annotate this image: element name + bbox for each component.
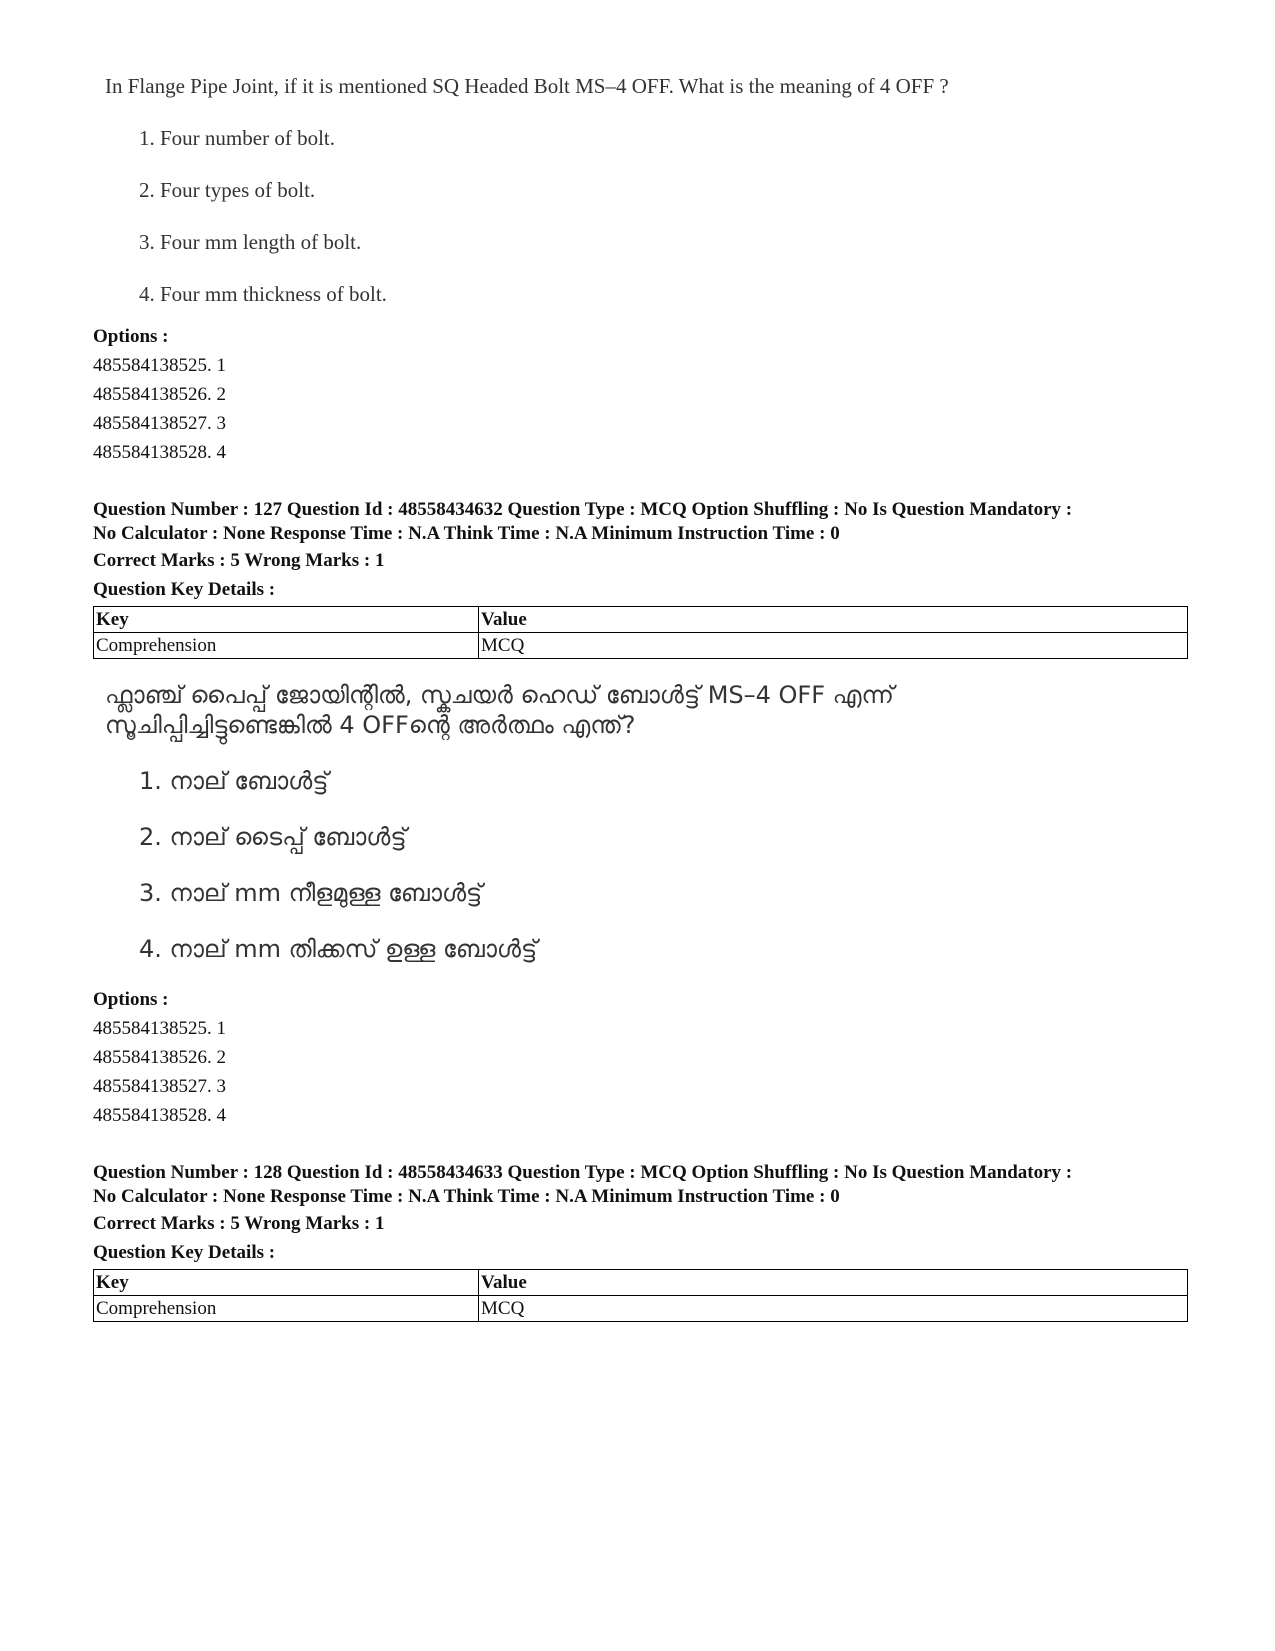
key-details-table (93, 1269, 1188, 1322)
choice-1: 1. നാല് ബോൾട്ട് (139, 767, 329, 795)
table-cell: Comprehension (94, 1296, 479, 1322)
choice-4: 4. നാല് mm തിക്കസ് ഉള്ള ബോൾട്ട് (139, 935, 538, 963)
table-row (94, 1296, 1188, 1322)
table-header-key: Key (94, 607, 479, 633)
table-header-value: Value (479, 1270, 1188, 1296)
choice-2: 2. Four types of bolt. (139, 178, 316, 202)
question-meta-line: Question Number : 128 Question Id : 48558434633 Question Type : MCQ Option Shuffling : No Is Question Mandatory : (93, 1162, 1073, 1183)
choice-2: 2. നാല് ടൈപ്പ് ബോൾട്ട് (139, 823, 407, 851)
option-id: 485584138527. 3 (93, 1076, 226, 1097)
marks-line: Correct Marks : 5 Wrong Marks : 1 (93, 1213, 385, 1234)
option-id: 485584138528. 4 (93, 442, 226, 463)
table-cell: MCQ (479, 1296, 1188, 1322)
question-meta-line: No Calculator : None Response Time : N.A Think Time : N.A Minimum Instruction Time : 0 (93, 1186, 840, 1207)
key-details-label: Question Key Details : (93, 579, 276, 600)
choice-4: 4. Four mm thickness of bolt. (139, 282, 387, 306)
table-cell: Comprehension (94, 633, 479, 659)
question-meta-line: Question Number : 127 Question Id : 48558434632 Question Type : MCQ Option Shuffling : No Is Question Mandatory : (93, 499, 1073, 520)
table-row (94, 1270, 1188, 1296)
option-id: 485584138528. 4 (93, 1105, 226, 1126)
option-id: 485584138525. 1 (93, 1018, 226, 1039)
table-row (94, 607, 1188, 633)
choice-3: 3. നാല് mm നീളമുള്ള ബോൾട്ട് (139, 879, 483, 907)
choice-3: 3. Four mm length of bolt. (139, 230, 362, 254)
question-stem-line: സൂചിപ്പിച്ചിട്ടുണ്ടെങ്കിൽ 4 OFFന്റെ അർത്ഥം എന്ത്? (105, 711, 636, 739)
question-meta-line: No Calculator : None Response Time : N.A Think Time : N.A Minimum Instruction Time : 0 (93, 523, 840, 544)
table-header-key: Key (94, 1270, 479, 1296)
question-126-options (93, 323, 1188, 467)
option-id: 485584138526. 2 (93, 384, 226, 405)
options-label: Options : (93, 989, 169, 1010)
option-id: 485584138527. 3 (93, 413, 226, 434)
table-cell: MCQ (479, 633, 1188, 659)
table-row (94, 633, 1188, 659)
options-label: Options : (93, 326, 169, 347)
question-127-options (93, 986, 1188, 1130)
key-details-table (93, 606, 1188, 659)
key-details-label: Question Key Details : (93, 1242, 276, 1263)
marks-line: Correct Marks : 5 Wrong Marks : 1 (93, 550, 385, 571)
question-128-header (93, 1161, 1188, 1322)
question-stem: In Flange Pipe Joint, if it is mentioned SQ Headed Bolt MS–4 OFF. What is the meaning of 4 OFF ? (105, 74, 949, 98)
question-126-image (105, 72, 949, 308)
option-id: 485584138525. 1 (93, 355, 226, 376)
option-id: 485584138526. 2 (93, 1047, 226, 1068)
choice-1: 1. Four number of bolt. (139, 126, 335, 150)
question-stem-line: ഫ്ലാഞ്ച് പൈപ്പ് ജോയിന്റിൽ, സ്കചയർ ഹെഡ് ബോൾട്ട് MS–4 OFF എന്ന് (105, 681, 894, 709)
table-header-value: Value (479, 607, 1188, 633)
question-127-image (105, 680, 894, 964)
question-127-header (93, 498, 1188, 659)
